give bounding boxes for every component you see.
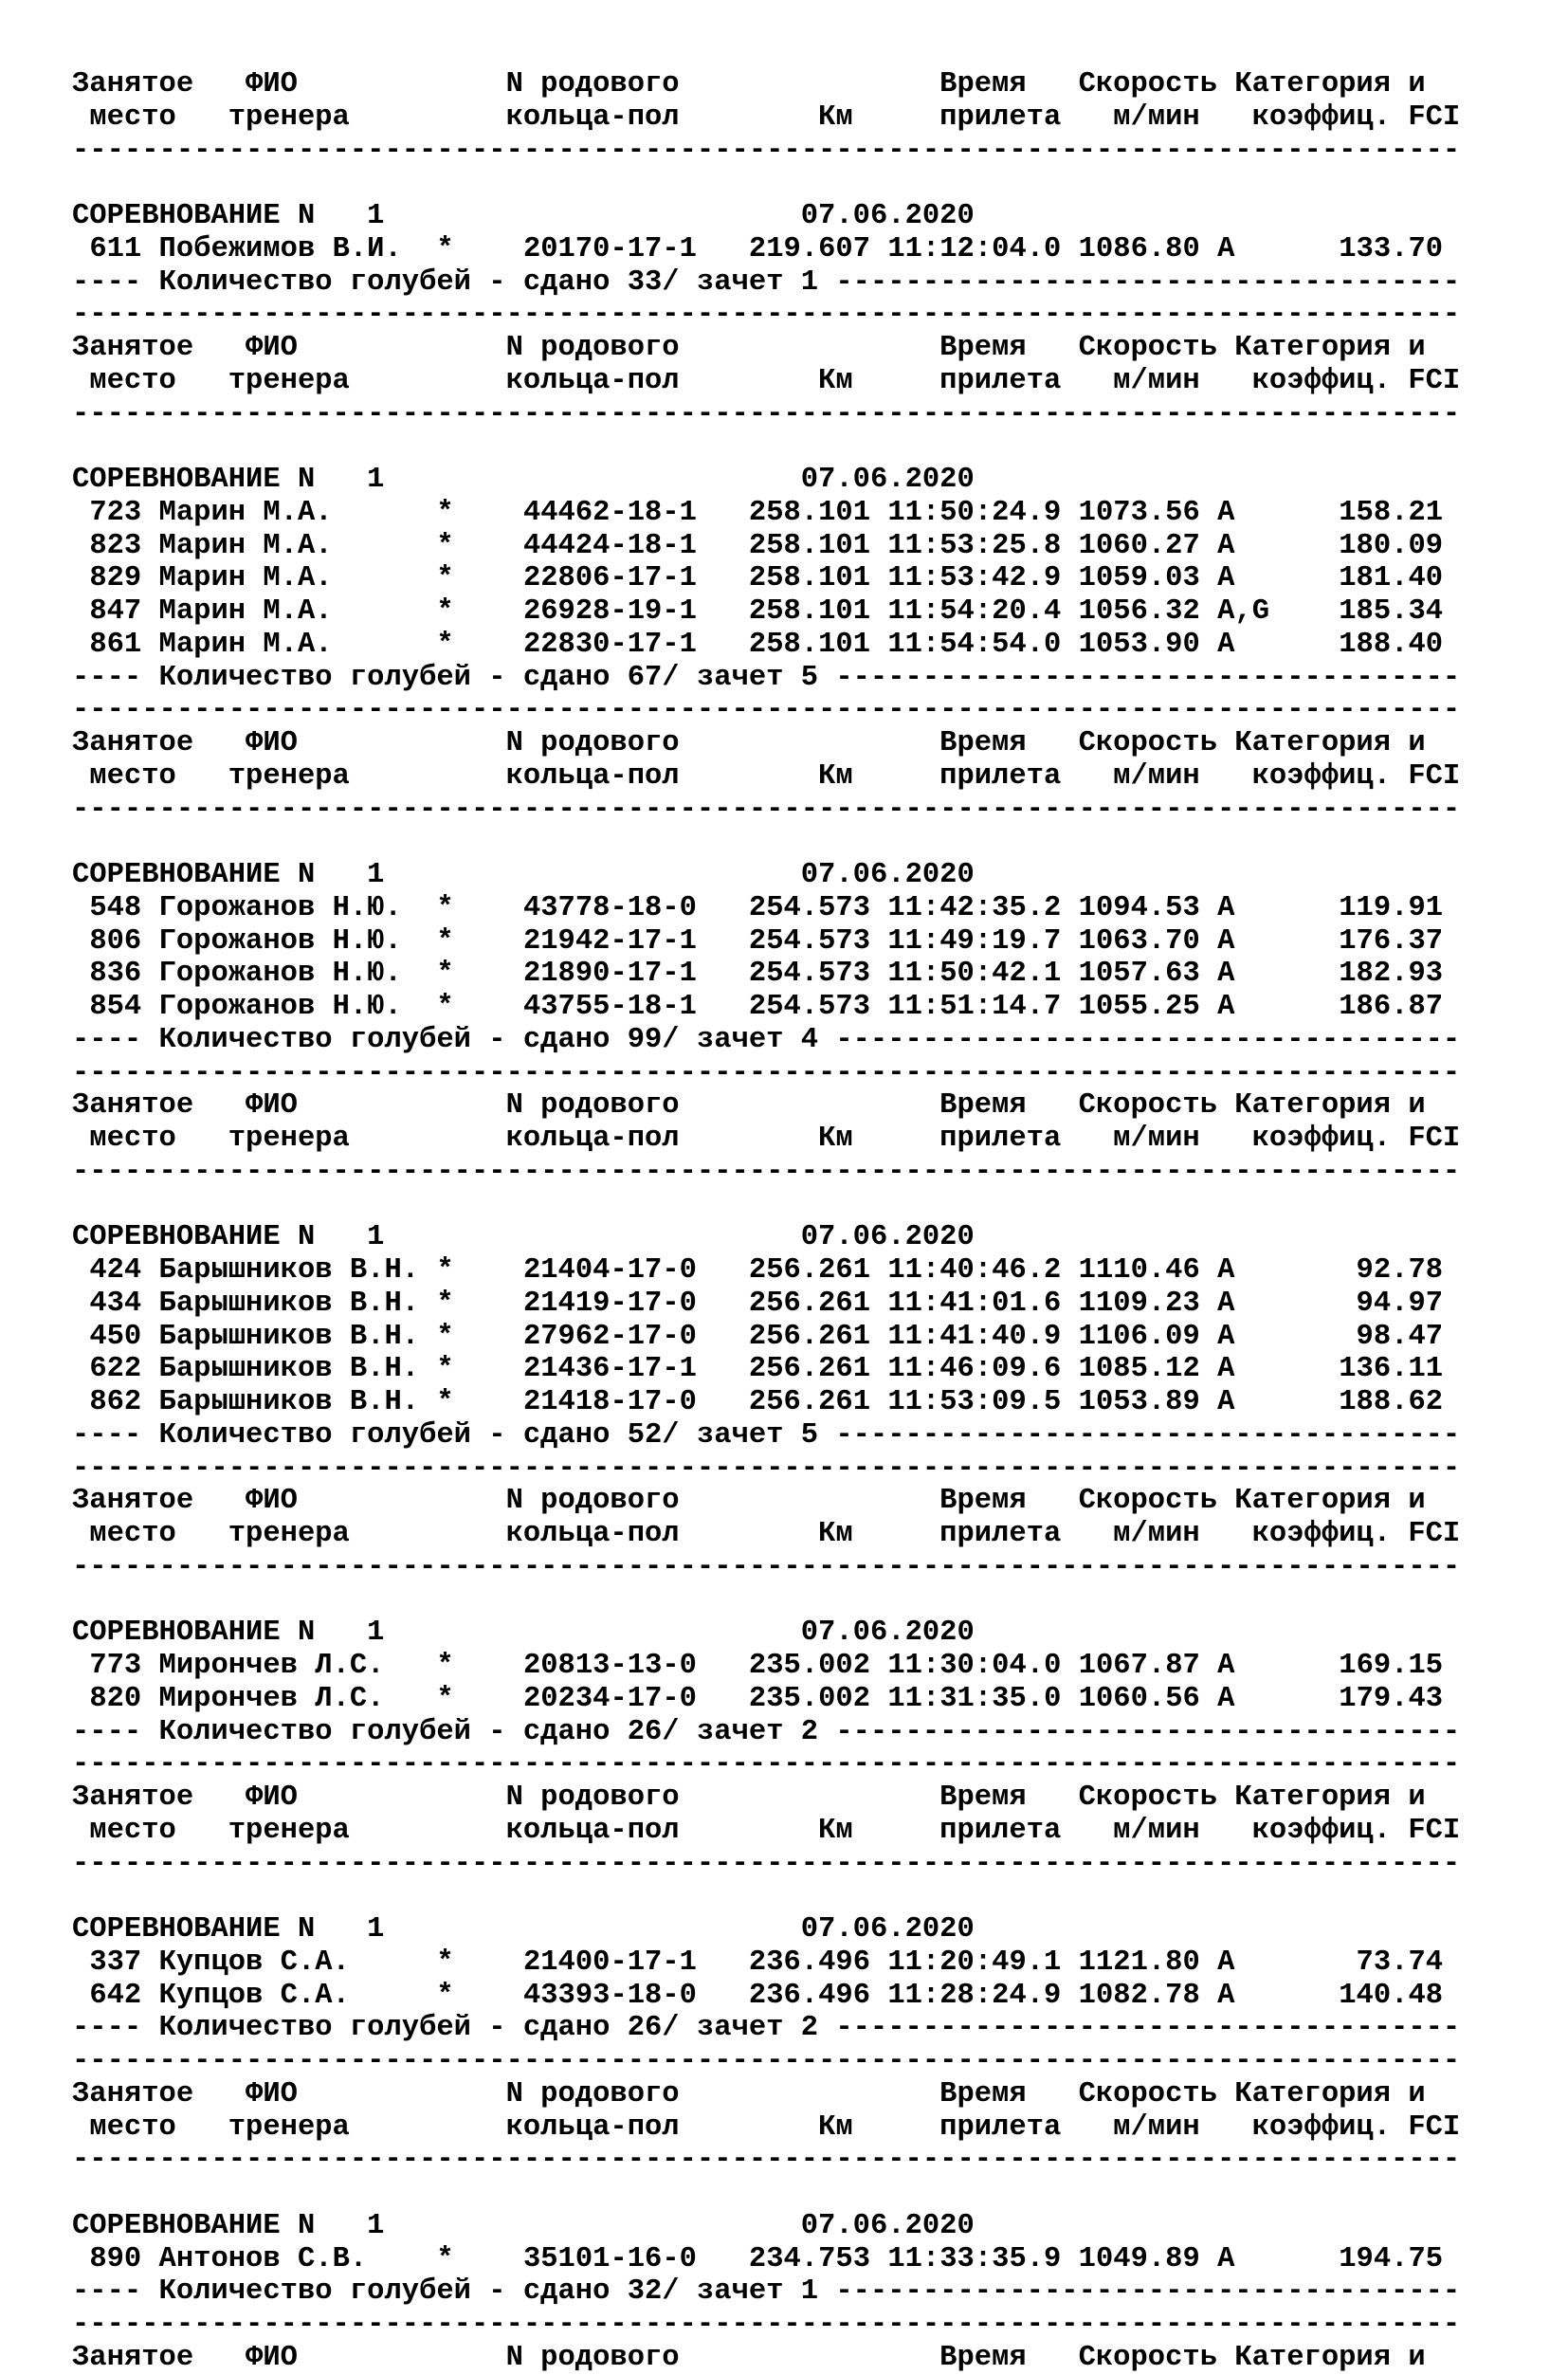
arrival-time: 11:40:46.2: [887, 1254, 1062, 1287]
star-mark: *: [436, 562, 454, 595]
star-mark: *: [436, 1682, 454, 1715]
star-mark: *: [436, 958, 454, 991]
ring-number: 20234-17-0: [522, 1682, 697, 1715]
arrival-time: 11:41:01.6: [887, 1287, 1062, 1320]
ring-number: 44462-18-1: [522, 496, 697, 529]
trainer-name: Побежимов В.И.: [158, 232, 402, 265]
ring-number: 20813-13-0: [522, 1650, 697, 1682]
category: A: [1217, 232, 1235, 265]
distance-km: 235.002: [748, 1650, 871, 1682]
trainer-name: Горожанов Н.Ю.: [158, 958, 402, 991]
distance-km: 258.101: [748, 595, 871, 628]
distance-km: 254.573: [748, 891, 871, 924]
header-line-2: место тренера кольца-пол Км прилета м/мин коэффиц. FCI: [72, 759, 1461, 793]
place: 723: [89, 496, 142, 529]
competition-date: 07.06.2020: [800, 464, 975, 496]
separator-line: --------------------------------------------------------------------------------: [72, 299, 1461, 332]
category: A,G: [1217, 595, 1270, 628]
place: 823: [89, 529, 142, 562]
result-row: [72, 2243, 1460, 2276]
result-row: [72, 1254, 1460, 1288]
speed: 1110.46: [1078, 1254, 1200, 1287]
distance-km: 235.002: [748, 1682, 871, 1715]
distance-km: 256.261: [748, 1287, 871, 1320]
separator-line: --------------------------------------------------------------------------------: [72, 1550, 1461, 1583]
result-row: [72, 497, 1460, 530]
star-mark: *: [436, 1254, 454, 1287]
fci-coefficient: 92.78: [1356, 1254, 1444, 1287]
place: 854: [89, 991, 142, 1023]
separator-line: --------------------------------------------------------------------------------: [72, 793, 1461, 826]
fci-coefficient: 169.15: [1339, 1650, 1444, 1682]
trainer-name: Мирончев Л.С.: [158, 1682, 385, 1715]
place: 847: [89, 595, 142, 628]
fci-coefficient: 133.70: [1339, 232, 1444, 265]
category: A: [1217, 1946, 1235, 1979]
result-row: [72, 925, 1460, 959]
trainer-name: Марин М.А.: [158, 595, 333, 628]
arrival-time: 11:42:35.2: [887, 891, 1062, 924]
trainer-name: Горожанов Н.Ю.: [158, 924, 402, 958]
distance-km: 258.101: [748, 562, 871, 595]
arrival-time: 11:49:19.7: [887, 924, 1062, 958]
summary-line: ---- Количество голубей - сдано 26/ зачет 2 ------------------------------------: [72, 1715, 1461, 1748]
fci-coefficient: 140.48: [1339, 1979, 1444, 2012]
distance-km: 236.496: [748, 1979, 871, 2012]
ring-number: 21942-17-1: [522, 924, 697, 958]
category: A: [1217, 991, 1235, 1023]
category: A: [1217, 1979, 1235, 2012]
separator-line: --------------------------------------------------------------------------------: [72, 2309, 1461, 2341]
fci-coefficient: 180.09: [1339, 529, 1444, 562]
fci-coefficient: 73.74: [1356, 1946, 1444, 1979]
arrival-time: 11:46:09.6: [887, 1353, 1062, 1386]
result-row: [72, 1946, 1460, 1980]
trainer-name: Барышников В.Н.: [158, 1386, 420, 1418]
arrival-time: 11:41:40.9: [887, 1320, 1062, 1353]
category: A: [1217, 1353, 1235, 1386]
result-row: [72, 1650, 1460, 1683]
spacer-line: [72, 167, 1460, 200]
summary-line: ---- Количество голубей - сдано 67/ зачет 5 ------------------------------------: [72, 661, 1461, 694]
fci-coefficient: 185.34: [1339, 595, 1444, 628]
category: A: [1217, 1320, 1235, 1353]
speed: 1086.80: [1078, 232, 1200, 265]
result-row: [72, 1980, 1460, 2013]
competition-date: 07.06.2020: [800, 200, 975, 232]
competition-line: [72, 1617, 1460, 1650]
arrival-time: 11:53:25.8: [887, 529, 1062, 562]
trainer-name: Марин М.А.: [158, 628, 333, 661]
header-line-2: место тренера кольца-пол Км прилета м/мин коэффиц. FCI: [72, 2110, 1461, 2144]
category: A: [1217, 1682, 1235, 1715]
fci-coefficient: 194.75: [1339, 2242, 1444, 2275]
ring-number: 44424-18-1: [522, 529, 697, 562]
competition-label: СОРЕВНОВАНИЕ N 1: [72, 1913, 385, 1946]
category: A: [1217, 562, 1235, 595]
separator-line: --------------------------------------------------------------------------------: [72, 1748, 1461, 1781]
competition-label: СОРЕВНОВАНИЕ N 1: [72, 859, 385, 891]
category: A: [1217, 529, 1235, 562]
arrival-time: 11:20:49.1: [887, 1946, 1062, 1979]
competition-date: 07.06.2020: [800, 2209, 975, 2242]
place: 829: [89, 562, 142, 595]
competition-line: [72, 859, 1460, 892]
distance-km: 254.573: [748, 958, 871, 991]
result-row: [72, 991, 1460, 1024]
result-row: [72, 1386, 1460, 1419]
trainer-name: Марин М.А.: [158, 529, 333, 562]
header-line-1: Занятое ФИО N родового Время Скорость Категория и: [72, 2077, 1426, 2110]
place: 622: [89, 1353, 142, 1386]
ring-number: 21419-17-0: [522, 1287, 697, 1320]
speed: 1060.27: [1078, 529, 1200, 562]
ring-number: 26928-19-1: [522, 595, 697, 628]
arrival-time: 11:28:24.9: [887, 1979, 1062, 2012]
fci-coefficient: 94.97: [1356, 1287, 1444, 1320]
competition-label: СОРЕВНОВАНИЕ N 1: [72, 2209, 385, 2242]
competition-line: [72, 200, 1460, 233]
category: A: [1217, 496, 1235, 529]
place: 890: [89, 2242, 142, 2275]
competition-line: [72, 1913, 1460, 1946]
place: 820: [89, 1682, 142, 1715]
speed: 1073.56: [1078, 496, 1200, 529]
star-mark: *: [436, 991, 454, 1023]
summary-line: ---- Количество голубей - сдано 99/ зачет 4 ------------------------------------: [72, 1023, 1461, 1056]
competition-label: СОРЕВНОВАНИЕ N 1: [72, 200, 385, 232]
speed: 1109.23: [1078, 1287, 1200, 1320]
result-row: [72, 1683, 1460, 1716]
competition-label: СОРЕВНОВАНИЕ N 1: [72, 1617, 385, 1650]
speed: 1067.87: [1078, 1650, 1200, 1682]
star-mark: *: [436, 1946, 454, 1979]
competition-label: СОРЕВНОВАНИЕ N 1: [72, 1221, 385, 1254]
separator-line: --------------------------------------------------------------------------------: [72, 1452, 1461, 1485]
ring-number: 27962-17-0: [522, 1320, 697, 1353]
arrival-time: 11:50:24.9: [887, 496, 1062, 529]
separator-line: --------------------------------------------------------------------------------: [72, 1847, 1461, 1880]
header-line-2: место тренера кольца-пол Км прилета м/мин коэффиц. FCI: [72, 1123, 1461, 1155]
place: 548: [89, 891, 142, 924]
header-line-2: место тренера кольца-пол Км прилета м/мин коэффиц. FCI: [72, 1814, 1461, 1847]
ring-number: 20170-17-1: [522, 232, 697, 265]
competition-line: [72, 464, 1460, 497]
ring-number: 21400-17-1: [522, 1946, 697, 1979]
place: 836: [89, 958, 142, 991]
star-mark: *: [436, 1287, 454, 1320]
summary-line: ---- Количество голубей - сдано 32/ зачет 1 ------------------------------------: [72, 2275, 1461, 2309]
category: A: [1217, 1287, 1235, 1320]
arrival-time: 11:30:04.0: [887, 1650, 1062, 1682]
distance-km: 258.101: [748, 529, 871, 562]
category: A: [1217, 1254, 1235, 1287]
result-row: [72, 233, 1460, 266]
distance-km: 254.573: [748, 991, 871, 1023]
place: 434: [89, 1287, 142, 1320]
star-mark: *: [436, 232, 454, 265]
separator-line: --------------------------------------------------------------------------------: [72, 694, 1461, 727]
ring-number: 22806-17-1: [522, 562, 697, 595]
distance-km: 256.261: [748, 1320, 871, 1353]
trainer-name: Горожанов Н.Ю.: [158, 991, 402, 1023]
spacer-line: [72, 1880, 1460, 1913]
category: A: [1217, 1386, 1235, 1418]
fci-coefficient: 188.40: [1339, 628, 1444, 661]
separator-line: --------------------------------------------------------------------------------: [72, 2144, 1461, 2177]
trainer-name: Барышников В.Н.: [158, 1254, 420, 1287]
result-row: [72, 595, 1460, 629]
result-row: [72, 1353, 1460, 1386]
competition-line: [72, 1221, 1460, 1254]
speed: 1055.25: [1078, 991, 1200, 1023]
fci-coefficient: 186.87: [1339, 991, 1444, 1023]
header-line-2: место тренера кольца-пол Км прилета м/мин коэффиц. FCI: [72, 364, 1461, 397]
ring-number: 22830-17-1: [522, 628, 697, 661]
ring-number: 43778-18-0: [522, 891, 697, 924]
speed: 1049.89: [1078, 2242, 1200, 2275]
arrival-time: 11:51:14.7: [887, 991, 1062, 1023]
header-line-2: место тренера кольца-пол Км прилета м/мин коэффиц. FCI: [72, 100, 1461, 134]
spacer-line: [72, 826, 1460, 859]
star-mark: *: [436, 628, 454, 661]
header-line-1: Занятое ФИО N родового Время Скорость Категория и: [72, 332, 1426, 364]
ring-number: 21436-17-1: [522, 1353, 697, 1386]
star-mark: *: [436, 496, 454, 529]
header-line-1: Занятое ФИО N родового Время Скорость Категория и: [72, 1485, 1426, 1518]
spacer-line: [72, 1584, 1460, 1617]
star-mark: *: [436, 595, 454, 628]
speed: 1094.53: [1078, 891, 1200, 924]
distance-km: 254.573: [748, 924, 871, 958]
separator-line: --------------------------------------------------------------------------------: [72, 397, 1461, 430]
distance-km: 256.261: [748, 1254, 871, 1287]
trainer-name: Мирончев Л.С.: [158, 1650, 385, 1682]
speed: 1085.12: [1078, 1353, 1200, 1386]
speed: 1053.89: [1078, 1386, 1200, 1418]
speed: 1063.70: [1078, 924, 1200, 958]
fci-coefficient: 98.47: [1356, 1320, 1444, 1353]
star-mark: *: [436, 891, 454, 924]
distance-km: 256.261: [748, 1353, 871, 1386]
place: 861: [89, 628, 142, 661]
distance-km: 258.101: [748, 628, 871, 661]
fci-coefficient: 179.43: [1339, 1682, 1444, 1715]
fci-coefficient: 136.11: [1339, 1353, 1444, 1386]
place: 773: [89, 1650, 142, 1682]
speed: 1057.63: [1078, 958, 1200, 991]
separator-line: --------------------------------------------------------------------------------: [72, 134, 1461, 167]
competition-date: 07.06.2020: [800, 1913, 975, 1946]
arrival-time: 11:33:35.9: [887, 2242, 1062, 2275]
ring-number: 43393-18-0: [522, 1979, 697, 2012]
speed: 1053.90: [1078, 628, 1200, 661]
spacer-line: [72, 1189, 1460, 1222]
speed: 1056.32: [1078, 595, 1200, 628]
place: 424: [89, 1254, 142, 1287]
place: 337: [89, 1946, 142, 1979]
competition-date: 07.06.2020: [800, 859, 975, 891]
category: A: [1217, 1650, 1235, 1682]
result-row: [72, 562, 1460, 595]
speed: 1060.56: [1078, 1682, 1200, 1715]
ring-number: 21418-17-0: [522, 1386, 697, 1418]
separator-line: --------------------------------------------------------------------------------: [72, 1056, 1461, 1089]
star-mark: *: [436, 1386, 454, 1418]
header-line-1: Занятое ФИО N родового Время Скорость Категория и: [72, 68, 1426, 100]
separator-line: --------------------------------------------------------------------------------: [72, 1155, 1461, 1188]
trainer-name: Купцов С.А.: [158, 1979, 350, 2012]
summary-line: ---- Количество голубей - сдано 52/ зачет 5 ------------------------------------: [72, 1418, 1461, 1452]
fci-coefficient: 181.40: [1339, 562, 1444, 595]
result-row: [72, 530, 1460, 563]
trainer-name: Марин М.А.: [158, 496, 333, 529]
trainer-name: Антонов С.В.: [158, 2242, 368, 2275]
arrival-time: 11:53:42.9: [887, 562, 1062, 595]
speed: 1082.78: [1078, 1979, 1200, 2012]
trainer-name: Барышников В.Н.: [158, 1320, 420, 1353]
competition-date: 07.06.2020: [800, 1617, 975, 1650]
category: A: [1217, 924, 1235, 958]
header-line-1: Занятое ФИО N родового Время Скорость Категория и: [72, 2341, 1426, 2374]
category: A: [1217, 958, 1235, 991]
distance-km: 258.101: [748, 496, 871, 529]
arrival-time: 11:50:42.1: [887, 958, 1062, 991]
fci-coefficient: 188.62: [1339, 1386, 1444, 1418]
fci-coefficient: 176.37: [1339, 924, 1444, 958]
result-row: [72, 958, 1460, 991]
separator-line: --------------------------------------------------------------------------------: [72, 2045, 1461, 2077]
category: A: [1217, 628, 1235, 661]
trainer-name: Барышников В.Н.: [158, 1287, 420, 1320]
star-mark: *: [436, 529, 454, 562]
header-line-1: Занятое ФИО N родового Время Скорость Категория и: [72, 1089, 1426, 1123]
place: 862: [89, 1386, 142, 1418]
trainer-name: Купцов С.А.: [158, 1946, 350, 1979]
trainer-name: Горожанов Н.Ю.: [158, 891, 402, 924]
distance-km: 234.753: [748, 2242, 871, 2275]
result-row: [72, 629, 1460, 662]
speed: 1106.09: [1078, 1320, 1200, 1353]
ring-number: 43755-18-1: [522, 991, 697, 1023]
star-mark: *: [436, 1353, 454, 1386]
trainer-name: Марин М.А.: [158, 562, 333, 595]
speed: 1059.03: [1078, 562, 1200, 595]
star-mark: *: [436, 2242, 454, 2275]
result-row: [72, 1321, 1460, 1354]
summary-line: ---- Количество голубей - сдано 33/ зачет 1 ------------------------------------: [72, 265, 1461, 299]
place: 611: [89, 232, 142, 265]
results-document: [72, 68, 1460, 2375]
place: 806: [89, 924, 142, 958]
ring-number: 21890-17-1: [522, 958, 697, 991]
competition-label: СОРЕВНОВАНИЕ N 1: [72, 464, 385, 496]
category: A: [1217, 891, 1235, 924]
header-line-1: Занятое ФИО N родового Время Скорость Категория и: [72, 1781, 1426, 1814]
arrival-time: 11:54:54.0: [887, 628, 1062, 661]
star-mark: *: [436, 924, 454, 958]
ring-number: 35101-16-0: [522, 2242, 697, 2275]
result-row: [72, 1288, 1460, 1321]
competition-line: [72, 2210, 1460, 2243]
place: 450: [89, 1320, 142, 1353]
competition-date: 07.06.2020: [800, 1221, 975, 1254]
star-mark: *: [436, 1979, 454, 2012]
distance-km: 219.607: [748, 232, 871, 265]
result-row: [72, 892, 1460, 925]
star-mark: *: [436, 1320, 454, 1353]
header-line-2: место тренера кольца-пол Км прилета м/мин коэффиц. FCI: [72, 1518, 1461, 1550]
summary-line: ---- Количество голубей - сдано 26/ зачет 2 ------------------------------------: [72, 2012, 1461, 2045]
arrival-time: 11:54:20.4: [887, 595, 1062, 628]
fci-coefficient: 119.91: [1339, 891, 1444, 924]
distance-km: 256.261: [748, 1386, 871, 1418]
arrival-time: 11:31:35.0: [887, 1682, 1062, 1715]
spacer-line: [72, 430, 1460, 464]
fci-coefficient: 182.93: [1339, 958, 1444, 991]
trainer-name: Барышников В.Н.: [158, 1353, 420, 1386]
ring-number: 21404-17-0: [522, 1254, 697, 1287]
star-mark: *: [436, 1650, 454, 1682]
speed: 1121.80: [1078, 1946, 1200, 1979]
arrival-time: 11:12:04.0: [887, 232, 1062, 265]
category: A: [1217, 2242, 1235, 2275]
place: 642: [89, 1979, 142, 2012]
arrival-time: 11:53:09.5: [887, 1386, 1062, 1418]
spacer-line: [72, 2177, 1460, 2210]
distance-km: 236.496: [748, 1946, 871, 1979]
fci-coefficient: 158.21: [1339, 496, 1444, 529]
header-line-1: Занятое ФИО N родового Время Скорость Категория и: [72, 727, 1426, 759]
